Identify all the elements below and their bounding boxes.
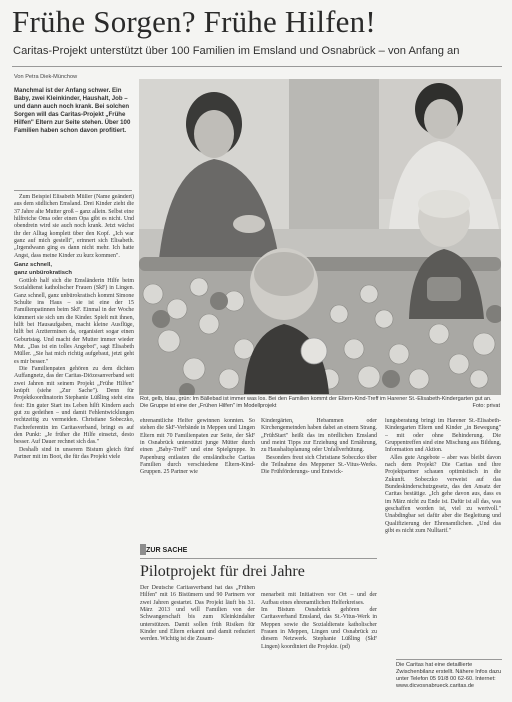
photo-credit: Foto: privat [472, 403, 500, 410]
sidebar-headline: Pilotprojekt für drei Jahre [140, 563, 305, 580]
article-column-3 [261, 418, 377, 540]
article-paragraph: Gottlob half sich die Emsländerin Hilfe beim Sozialdienst katholischer Frauen (SkF) in Lingen. Ganz schnell, ganz unbürokratisch kommt Simone Schulte ins Haus – sie ist eine der 15 Familienpatinnen beim SkF. Einmal in der Woche kümmert sie sich um die Kinder. Spielt mit ihnen, hilft bei Hausaufgaben, macht kleine Ausflüge, hilft bei Arztterminen da, organisiert sogar einen Geburtstag. Und macht der Mutter immer wieder Mut. „Das ist ein tolles Angebot", sagt Elisabeth Müller. „Sie hat mich richtig aufgebaut, jetzt geht es mir besser." [14, 277, 134, 365]
article-paragraph: ehrenamtliche Helfer gewinnen konnten. So stehen die SkF-Verbände in Meppen und Lingen Eltern mit 70 Familienpaten zur Seite, der SkF in Osnabrück unterstützt junge Mütter durch einen „Baby-Treff" und eine Spielgruppe. In Papenburg entlasten die emsländische Caritas Familien durch verschiedene Eltern-Kind-Gruppen. 25 Partner wie [140, 418, 255, 476]
sidebar-paragraph: menarbeit mit Initiativen vor Ort – und der Aufbau eines ehrenamtlichen Helferkreises. Im Bistum Osnabrück gehören der Caritasverband Emsland, das St.-Vitus-Werk in Meppen sowie die Sozialdienste katholischer Frauen in Meppen, Lingen und Osnabrück zu diesem Netzwerk. Stephanie Lüßling (SkF Lingen) koordiniert die Projekte. (pd) [261, 592, 377, 650]
photo-caption [140, 396, 500, 410]
sidebar-divider [140, 558, 377, 559]
author-byline: Von Petra Diek-Münchow [14, 74, 78, 80]
sidebar-paragraph: Der Deutsche Caritasverband hat das „Frühen Hilfen" mit 16 Bistümern und 90 Partnern vor zwei Jahren gestartet. Das Projekt läuft bis 31. März 2013 und will Familien von der Schwangerschaft bis zum Kleinkindalter unterstützen. Damit sollen früh Risiken für Kinder und Eltern erkannt und damit reduziert werden. Wichtig ist die Zusam- [140, 585, 255, 643]
article-column-4 [385, 418, 501, 656]
info-box: Die Caritas hat eine detaillierte Zwischenbilanz erstellt. Nähere Infos dazu unter Telefon 05 91/8 00 62-60. Internet: www.dicvosnabrueck.caritas.de [396, 662, 502, 689]
article-paragraph: Die Familienpaten gehören zu dem dichten Auffangnetz, das der Caritas-Diözesanverband seit zwei Jahren mit seinem Projekt „Frühe Hilfen" knüpft (siehe „Zur Sache"). Denn für Projektkoordinatorin Stephanie Lüßling steht eins fest: Ein guter Start ins Leben hilft Kindern auch gut zu gedeihen – und damit Fehlentwicklungen rechtzeitig zu vermeiden. Christiane Sobeczko, Fachreferentin im Caritasverband, bringt es auf den Punkt: „Je früher die Hilfe einsetzt, desto besser. Auf Dauer rechnet sich das." [14, 366, 134, 446]
photo-illustration [139, 79, 501, 395]
divider [12, 66, 502, 67]
infobox-divider [396, 659, 502, 660]
intro-paragraph: Manchmal ist der Anfang schwer. Ein Baby, zwei Kleinkinder, Haushalt, Job – und dann auch noch krank. Bei solchen Sorgen will das Caritas-Projekt „Frühe Hilfen" Eltern zur Seite stehen. Über 100 Familien haben schon davon profitiert. [14, 87, 131, 134]
headline: Frühe Sorgen? Frühe Hilfen! [12, 4, 376, 39]
article-paragraph: Deshalb sind in unserem Bistum gleich fünf Partner mit im Boot, die für das Projekt viele [14, 446, 134, 461]
intro-divider [14, 190, 132, 191]
caption-text: Rot, gelb, blau, grün: Im Bällebad ist immer was los. Bei den Familien kommt der Eltern-Kind-Treff im Harener St.-Elisabeth-Kindergarten gut an. Die Gruppe ist eine der „Frühen Hilfen" im Modellprojekt [140, 396, 492, 410]
kids-ballpit-photo [139, 79, 501, 395]
section-subhead [14, 262, 134, 277]
article-paragraph: lungsberatung bringt im Harener St.-Elisabeth-Kindergarten Eltern und Kinder „in Bewegung" – mit oder ohne Behinderung. Die Gruppentreffen sind eine Mischung aus Bildung, Information und Aktion. [385, 418, 501, 454]
article-paragraph: Alles gute Angebote – aber was bleibt davon nach dem Projekt? Die Caritas und ihre Projektpartner schauen optimistisch in die Zukunft. Sobeczko verweist auf das Bundeskinderschutzgesetz, das den Ansatz der Caritas bestätige. „Ich gehe davon aus, dass es im März nicht zu Ende ist. Dafür ist all das, was geschaffen worden ist, viel zu wertvoll." Unabdingbar sei dafür aber die Begleitung und Qualifizierung der Ehrenamtlichen. „Und das gibt es nicht zum Nulltarif." [385, 454, 501, 535]
zur-sache-label: ZUR SACHE [146, 546, 188, 554]
article-column-1 [14, 194, 134, 699]
article-paragraph: Besonders freut sich Christiane Sobeczko über die Teilnahme des Meppener St.-Vitus-Werks. Die Frühförderungs- und Entwick- [261, 454, 377, 476]
subheadline: Caritas-Projekt unterstützt über 100 Familien im Emsland und Osnabrück – von Anfang an [13, 45, 460, 57]
article-paragraph: Kindergärten, Hebammen oder Kirchengemeinden haben dabei an einem Strang. „FrühStart" heißt das im nördlichen Emsland und meint Tipps zur Erziehung und Ernährung, zu Haushaltsplanung oder Unfallverhütung. [261, 418, 377, 454]
article-paragraph: Zum Beispiel Elisabeth Müller (Name geändert) aus dem südlichen Emsland. Drei Kinder zieht die 37 Jahre alte Mutter groß – ganz allein. Selbst eine hilfreiche Oma oder einen Opa gibt es nicht. Und obendrein wird sie auch noch krank. Jetzt wächst ihr der Alltag komplett über den Kopf. „Ich war ganz auf mich gestellt", erinnert sich Elisabeth. „Irgendwann ging es dann nicht mehr. Ich hatte Angst, dass meine Kinder zu kurz kommen". [14, 194, 134, 259]
subhead-line: ganz unbürokratisch [14, 269, 72, 276]
sidebar-column-1 [140, 585, 255, 699]
sidebar-column-2 [261, 585, 377, 699]
subhead-line: Ganz schnell, [14, 262, 52, 269]
article-column-2 [140, 418, 255, 540]
